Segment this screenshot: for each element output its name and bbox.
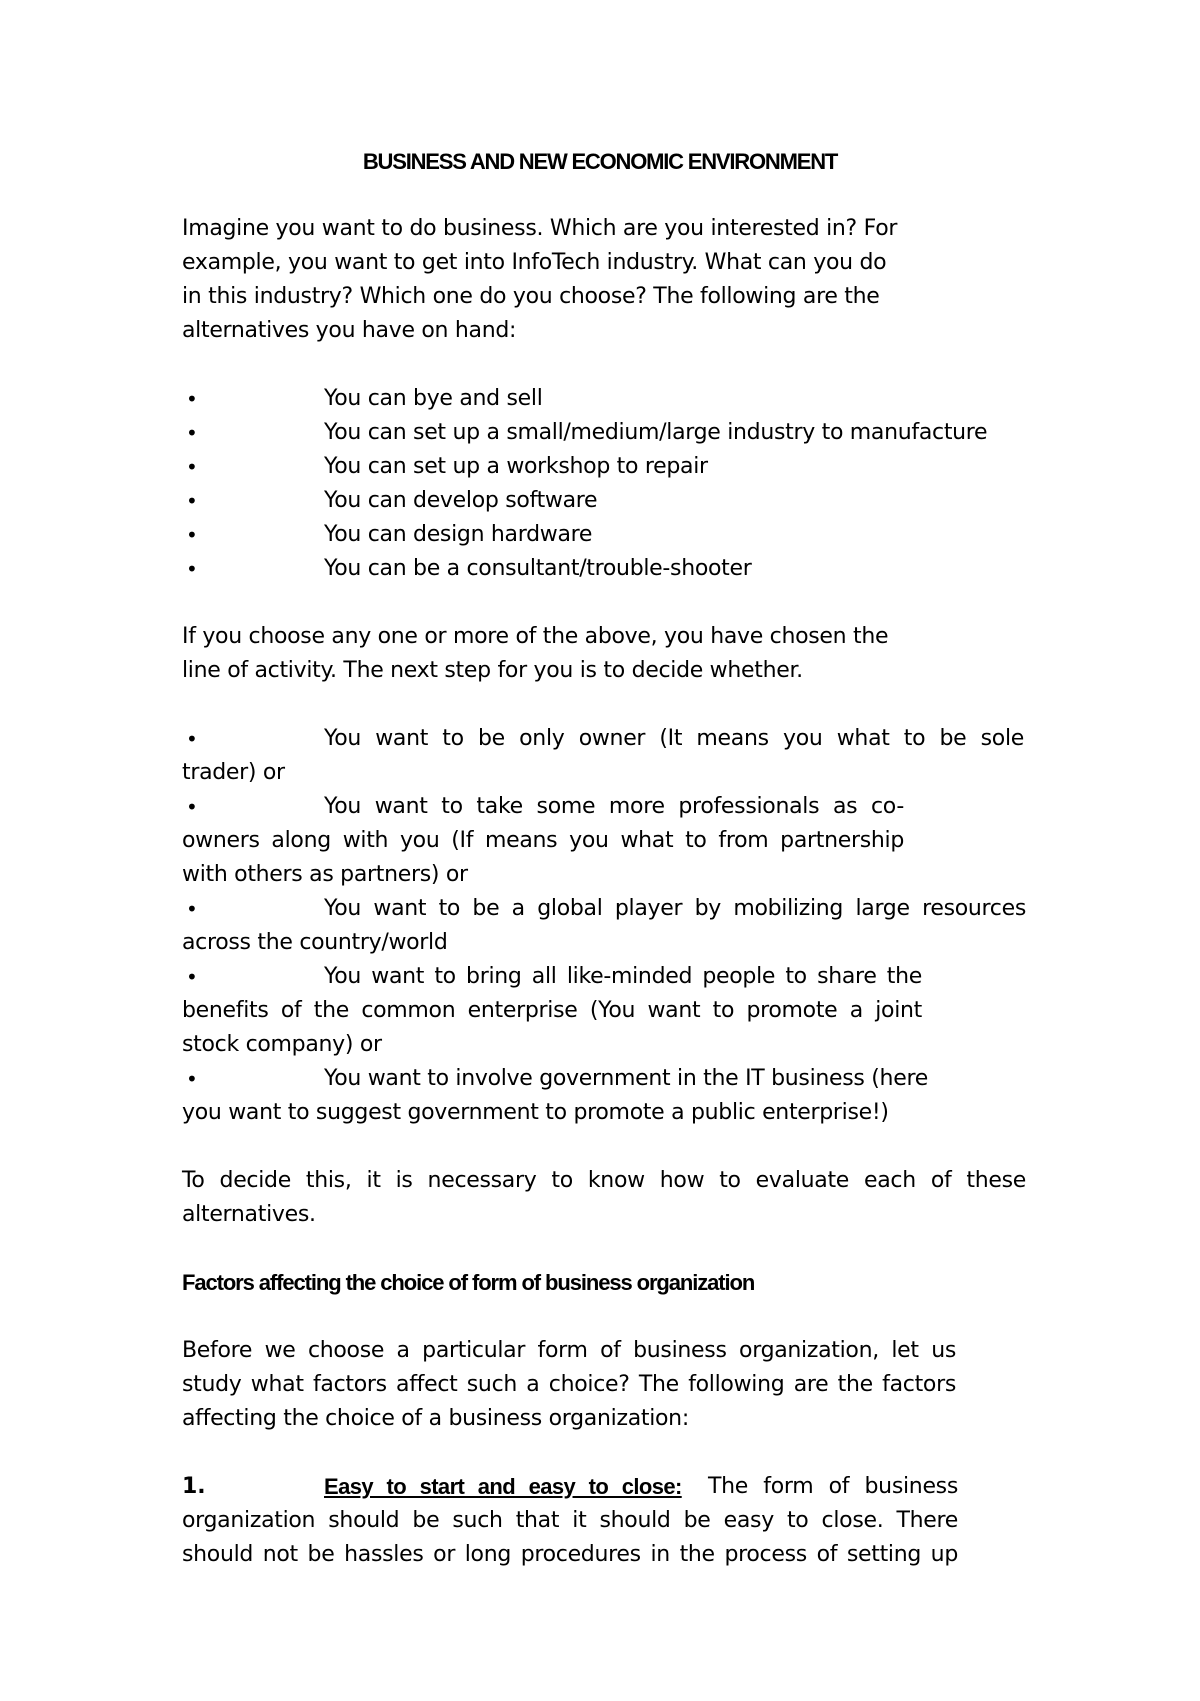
list-item-continued: benefits of the common enterprise (You want to promote a joint: [182, 998, 922, 1023]
factor-heading: Easy to start and easy to close:: [324, 1474, 682, 1499]
bullet-icon: •: [186, 795, 198, 819]
bullet-icon: •: [186, 387, 198, 411]
list-item: You can bye and sell: [324, 386, 543, 411]
list-item: You want to involve government in the IT business (here: [324, 1066, 928, 1091]
bullet-icon: •: [186, 727, 198, 751]
list-item: You want to bring all like-minded people to share the: [324, 964, 922, 989]
intro-line: in this industry? Which one do you choose? The following are the: [182, 284, 880, 309]
list-item: You want to be a global player by mobilizing large resources: [324, 896, 1026, 921]
bullet-icon: •: [186, 965, 198, 989]
bullet-icon: •: [186, 557, 198, 581]
list-item-continued: owners along with you (If means you what to from partnership: [182, 828, 904, 853]
factor-number: 1.: [182, 1474, 206, 1499]
list-item-continued: across the country/world: [182, 930, 448, 955]
paragraph-line: alternatives.: [182, 1202, 316, 1227]
list-item: You want to take some more professionals as co-: [324, 794, 904, 819]
factor-text: The form of business: [708, 1474, 958, 1499]
factor-text: should not be hassles or long procedures in the process of setting up: [182, 1542, 958, 1567]
list-item: You can set up a small/medium/large industry to manufacture: [324, 420, 988, 445]
list-item: You can set up a workshop to repair: [324, 454, 708, 479]
list-item-continued: you want to suggest government to promote a public enterprise!): [182, 1100, 889, 1125]
section-heading: Factors affecting the choice of form of business organization: [182, 1270, 755, 1295]
paragraph-line: To decide this, it is necessary to know how to evaluate each of these: [182, 1168, 1026, 1193]
list-item: You can develop software: [324, 488, 598, 513]
bullet-icon: •: [186, 489, 198, 513]
factor-text: organization should be such that it should be easy to close. There: [182, 1508, 958, 1533]
list-item-continued: with others as partners) or: [182, 862, 468, 887]
paragraph-line: If you choose any one or more of the above, you have chosen the: [182, 624, 889, 649]
paragraph-line: affecting the choice of a business organization:: [182, 1406, 689, 1431]
bullet-icon: •: [186, 455, 198, 479]
paragraph-line: study what factors affect such a choice? The following are the factors: [182, 1372, 956, 1397]
intro-line: example, you want to get into InfoTech industry. What can you do: [182, 250, 887, 275]
paragraph-line: Before we choose a particular form of business organization, let us: [182, 1338, 956, 1363]
list-item-continued: trader) or: [182, 760, 285, 785]
bullet-icon: •: [186, 421, 198, 445]
intro-line: Imagine you want to do business. Which are you interested in? For: [182, 216, 898, 241]
bullet-icon: •: [186, 523, 198, 547]
list-item-continued: stock company) or: [182, 1032, 382, 1057]
paragraph-line: line of activity. The next step for you is to decide whether.: [182, 658, 803, 683]
intro-line: alternatives you have on hand:: [182, 318, 517, 343]
list-item: You can design hardware: [324, 522, 593, 547]
list-item: You want to be only owner (It means you what to be sole: [324, 726, 1024, 751]
bullet-icon: •: [186, 897, 198, 921]
document-title: BUSINESS AND NEW ECONOMIC ENVIRONMENT: [362, 149, 838, 174]
list-item: You can be a consultant/trouble-shooter: [324, 556, 752, 581]
bullet-icon: •: [186, 1067, 198, 1091]
